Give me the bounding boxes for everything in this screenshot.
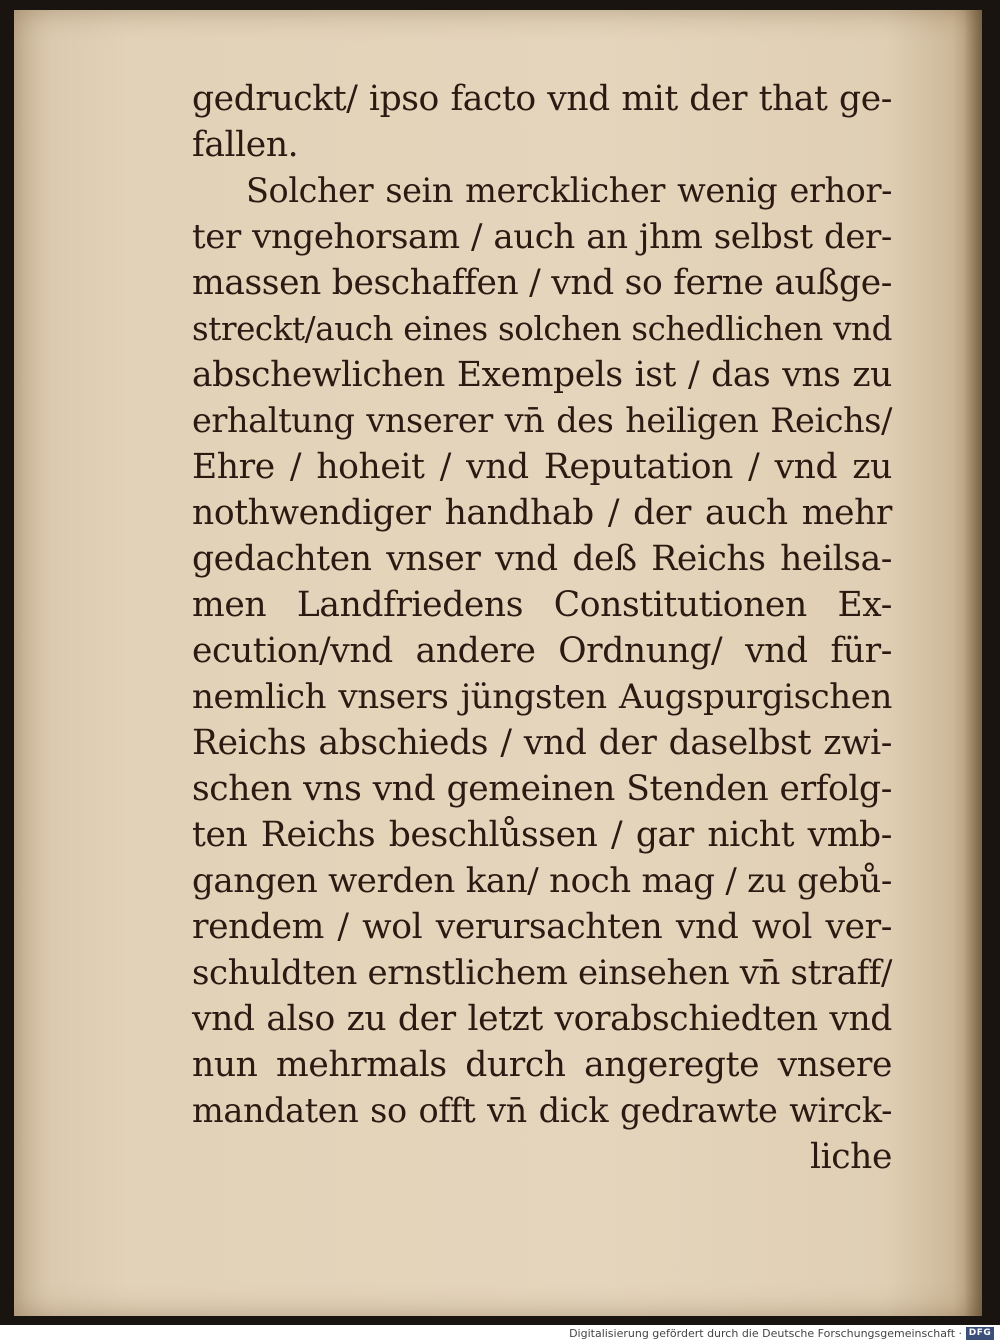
- text-line-12: men Landfriedens Constitutionen Ex-: [192, 585, 892, 625]
- book-page: [14, 10, 982, 1316]
- funding-credit: Digitalisierung gefördert durch die Deutsche Forschungsgemeinschaft ·: [569, 1327, 962, 1340]
- text-line-19: rendem / wol verursachten vnd wol ver-: [192, 907, 892, 947]
- text-line-11: gedachten vnser vnd deß Reichs heilsa-: [192, 539, 892, 579]
- text-line-10: nothwendiger handhab / der auch mehr: [192, 493, 892, 533]
- text-line-22: nun mehrmals durch angeregte vnsere: [192, 1045, 892, 1085]
- text-line-7: abschewlichen Exempels ist / das vns zu: [192, 355, 892, 395]
- text-line-14: nemlich vnsers jüngsten Augspurgischen: [192, 677, 892, 717]
- text-line-18: gangen werden kan/ noch mag / zu gebů-: [192, 861, 892, 901]
- dfg-logo-icon: DFG: [966, 1327, 994, 1340]
- text-line-15: Reichs abschieds / vnd der daselbst zwi-: [192, 723, 892, 763]
- text-line-16: schen vns vnd gemeinen Stenden erfolg-: [192, 769, 892, 809]
- text-line-2: fallen.: [192, 125, 299, 165]
- text-line-23: mandaten so offt vn̄ dick gedrawte wirck-: [192, 1091, 892, 1130]
- text-line-4: ter vngehorsam / auch an jhm selbst der-: [192, 217, 892, 257]
- footer-bar: [0, 1325, 1000, 1343]
- page-text: [192, 76, 892, 1180]
- catchword: liche: [809, 1137, 892, 1177]
- text-line-9: Ehre / hoheit / vnd Reputation / vnd zu: [192, 447, 892, 487]
- text-line-3: Solcher sein mercklicher wenig erhor-: [246, 171, 892, 210]
- text-line-21: vnd also zu der letzt vorabschiedten vnd: [192, 999, 892, 1039]
- text-line-5: massen beschaffen / vnd so ferne außge-: [192, 263, 892, 303]
- text-line-13: ecution/vnd andere Ordnung/ vnd für-: [192, 631, 892, 671]
- text-line-8: erhaltung vnserer vn̄ des heiligen Reichs/: [192, 401, 892, 440]
- text-line-6: streckt/auch eines solchen schedlichen vnd: [192, 310, 892, 348]
- text-line-20: schuldten ernstlichem einsehen vn̄ straff/: [192, 953, 892, 993]
- text-line-1: gedruckt/ ipso facto vnd mit der that ge-: [192, 79, 892, 119]
- text-line-17: ten Reichs beschlůssen / gar nicht vmb-: [192, 815, 892, 855]
